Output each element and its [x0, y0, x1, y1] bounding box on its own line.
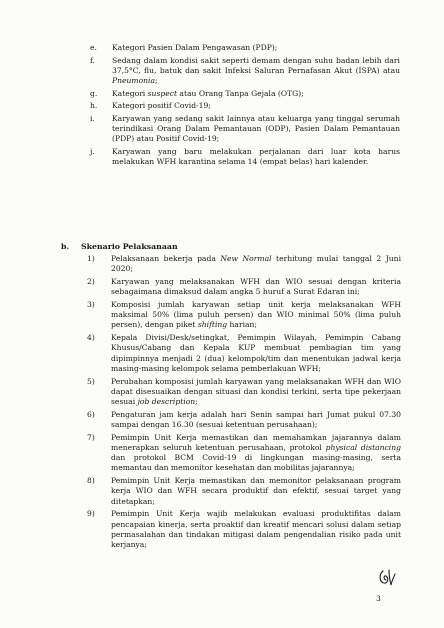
item-marker: 7) — [87, 432, 95, 442]
item-marker: 5) — [87, 376, 95, 386]
text-run: Kategori positif Covid-19; — [112, 101, 211, 111]
item-text — [111, 377, 401, 406]
item-marker: i. — [90, 113, 95, 123]
criteria-item — [90, 147, 400, 167]
item-marker: 8) — [87, 476, 95, 486]
italic-term: suspect — [147, 88, 178, 98]
italic-term: shifting — [197, 320, 228, 330]
page-number: 3 — [376, 594, 381, 603]
item-text — [112, 56, 400, 85]
italic-term: Pneumonia — [112, 76, 156, 85]
scenario-item — [87, 277, 401, 297]
item-text — [111, 254, 401, 273]
criteria-item — [90, 101, 400, 111]
scenario-list — [87, 254, 401, 550]
text-run: ; — [195, 397, 198, 407]
text-run: Kategori Pasien Dalam Pengawasan (PDP); — [112, 43, 278, 52]
item-marker: 9) — [87, 509, 95, 519]
item-marker: 6) — [87, 409, 95, 419]
italic-term: New Normal — [220, 254, 272, 263]
text-run: harian; — [227, 320, 257, 330]
scenario-item — [87, 254, 401, 274]
italic-term: physical distancing — [325, 443, 401, 453]
scenario-item — [87, 300, 401, 331]
scenario-item — [87, 476, 401, 507]
item-text — [111, 300, 401, 329]
scenario-item — [87, 410, 401, 430]
item-text — [112, 43, 277, 52]
item-marker: 4) — [87, 333, 95, 343]
text-run: Komposisi jumlah karyawan setiap unit kerja melaksanakan WFH maksimal 50% (lima puluh persen) dan WIO minimal 50% (lima puluh persen), dengan piket — [111, 300, 401, 330]
text-run: atau Orang Tanpa Gejala (OTG); — [177, 88, 304, 98]
text-run: ; — [155, 76, 158, 85]
item-text — [112, 114, 400, 143]
item-text — [112, 147, 400, 166]
text-run: terhitung mulai tanggal 2 Juni 2020; — [111, 254, 402, 274]
text-run: Pengaturan jam kerja adalah hari Senin sampai hari Jumat pukul 07.30 sampai dengan 16.30 (sesuai ketentuan perusahaan); — [111, 409, 401, 430]
item-marker: 2) — [87, 277, 95, 286]
item-text — [111, 433, 401, 473]
item-marker: j. — [90, 146, 95, 156]
scenario-item — [87, 433, 401, 474]
text-run: Pemimpin Unit Kerja memastikan dan memonitor pelaksanaan program kerja WIO dan WFH secara produktif dan efektif, sesuai target yang ditetapkan; — [111, 476, 401, 506]
text-run: Pemimpin Unit Kerja memastikan dan memahamkan jajarannya dalam menerapkan seluruh ketentuan perusahaan, protokol — [111, 432, 401, 453]
item-marker: g. — [90, 88, 98, 98]
section-title-text: Skenario Pelaksanaan — [81, 242, 178, 251]
item-text — [111, 277, 401, 296]
scenario-item — [87, 509, 401, 550]
text-run: Perubahan komposisi jumlah karyawan yang melaksanakan WFH dan WIO dapat disesuaikan dengan situasi dan kondisi terkini, serta tipe pekerjaan sesuai — [111, 376, 401, 407]
item-text — [111, 476, 401, 505]
text-run: dan protokol BCM Covid-19 di lingkungan masing-masing, serta memantau dan memonitor kesehatan dan mobilitas jajarannya; — [111, 453, 401, 473]
text-run: Pelaksanaan bekerja pada — [111, 254, 221, 263]
text-run: Karyawan yang melaksanakan WFH dan WIO sesuai dengan kriteria sebagaimana dimaksud dalam angka 5 huruf a Surat Edaran ini; — [111, 277, 401, 297]
item-marker: h. — [90, 101, 98, 111]
item-text — [112, 89, 304, 98]
section-marker: b. — [61, 242, 70, 251]
section-title — [61, 242, 401, 252]
initial-signature-mark — [376, 568, 398, 588]
item-marker: e. — [90, 43, 97, 52]
item-text — [111, 333, 401, 373]
item-text — [111, 509, 401, 549]
criteria-item — [90, 56, 400, 87]
text-run: Karyawan yang baru melakukan perjalanan dari luar kota harus melakukan WFH karantina selama 14 (empat belas) hari kalender. — [112, 146, 400, 166]
criteria-item — [90, 89, 400, 99]
text-run: Kepala Divisi/Desk/setingkat, Pemimpin Wilayah, Pemimpin Cabang Khusus/Cabang dan Kepala KUP membuat pembagian tim yang dipimpinnya menjadi 2 (dua) kelompok/tim dan menentukan jadwal kerja masing-masing kelompok selama pemberlakuan WFH; — [111, 333, 401, 373]
section-skenario-pelaksanaan — [61, 242, 401, 553]
item-marker: 3) — [87, 300, 95, 309]
criteria-item — [90, 114, 400, 145]
text-run: Karyawan yang sedang sakit lainnya atau keluarga yang tinggal serumah terindikasi Orang Dalam Pemantauan (ODP), Pasien Dalam Pemantauan (PDP) atau Positif Covid-19; — [112, 113, 400, 144]
criteria-item — [90, 43, 400, 53]
scenario-item — [87, 377, 401, 408]
text-run: Kategori — [112, 88, 148, 98]
item-marker: 1) — [87, 254, 95, 263]
text-run: Sedang dalam kondisi sakit seperti demam dengan suhu badan lebih dari 37,5°C, flu, batuk dan sakit Infeksi Saluran Pernafasan Akut (ISPA) atau — [112, 55, 400, 75]
item-text — [111, 410, 401, 429]
text-run: Pemimpin Unit Kerja wajib melakukan evaluasi produktifitas dalam pencapaian kinerja, serta proaktif dan kreatif mencari solusi dalam setiap permasalahan dan tindakan mitigasi dalam pengendalian risiko pada unit kerjanya; — [111, 509, 401, 550]
criteria-list — [90, 43, 400, 170]
italic-term: job description — [137, 397, 196, 407]
scenario-item — [87, 333, 401, 374]
item-marker: f. — [90, 55, 95, 65]
item-text — [112, 101, 211, 110]
